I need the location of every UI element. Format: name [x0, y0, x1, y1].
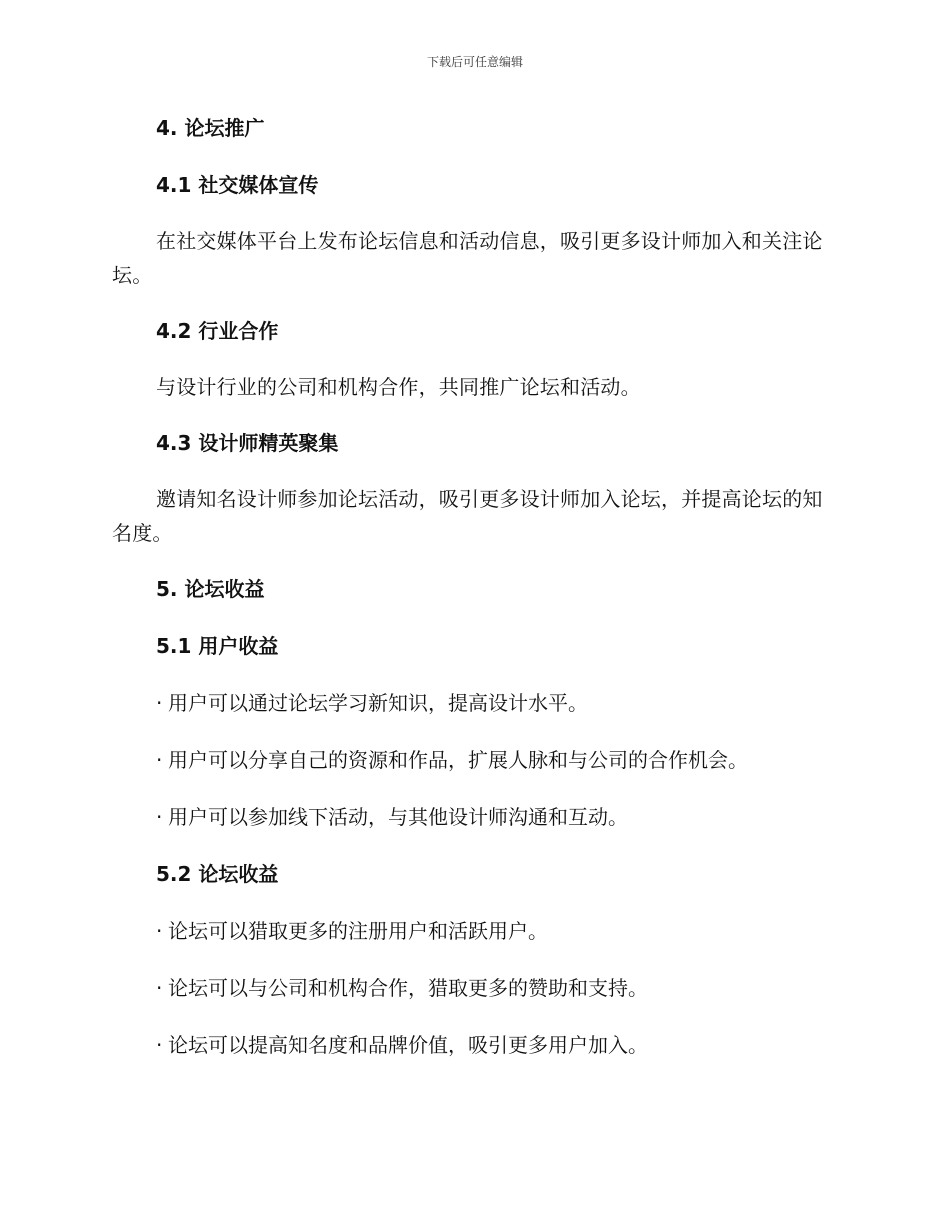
- bullet-mark: ·: [156, 976, 163, 1000]
- section-4-2-heading: 4.2 行业合作: [156, 319, 279, 343]
- list-item-text: 论坛可以提高知名度和品牌价值，吸引更多用户加入。: [168, 1033, 648, 1057]
- list-item-text: 用户可以分享自己的资源和作品，扩展人脉和与公司的合作机会。: [168, 748, 748, 772]
- list-item: [112, 685, 832, 721]
- list-item-text: 论坛可以与公司和机构合作，猎取更多的赞助和支持。: [168, 976, 648, 1000]
- bullet-mark: ·: [156, 748, 163, 772]
- list-item: [112, 970, 832, 1006]
- bullet-mark: ·: [156, 919, 163, 943]
- list-item: [112, 1027, 832, 1063]
- section-4-1-heading: 4.1 社交媒体宣传: [156, 173, 319, 197]
- section-4-3-heading: 4.3 设计师精英聚集: [156, 431, 339, 455]
- section-4-3-paragraph: 邀请知名设计师参加论坛活动，吸引更多设计师加入论坛，并提高论坛的知名度。: [112, 487, 823, 545]
- section-4-heading: 4. 论坛推广: [156, 116, 265, 140]
- list-item-text: 用户可以参加线下活动，与其他设计师沟通和互动。: [168, 805, 628, 829]
- document-body: [112, 110, 832, 1084]
- bullet-mark: ·: [156, 1033, 163, 1057]
- section-4-1-paragraph: 在社交媒体平台上发布论坛信息和活动信息，吸引更多设计师加入和关注论坛。: [112, 229, 823, 287]
- section-5-heading: 5. 论坛收益: [156, 577, 265, 601]
- list-item: [112, 742, 832, 778]
- page-header-note: 下载后可任意编辑: [426, 55, 523, 69]
- list-item: [112, 913, 832, 949]
- bullet-mark: ·: [156, 691, 163, 715]
- list-item: [112, 799, 832, 835]
- section-4-2-paragraph: 与设计行业的公司和机构合作，共同推广论坛和活动。: [156, 375, 641, 399]
- section-5-1-heading: 5.1 用户收益: [156, 634, 279, 658]
- list-item-text: 用户可以通过论坛学习新知识，提高设计水平。: [168, 691, 588, 715]
- section-5-2-heading: 5.2 论坛收益: [156, 862, 279, 886]
- list-item-text: 论坛可以猎取更多的注册用户和活跃用户。: [168, 919, 548, 943]
- bullet-mark: ·: [156, 805, 163, 829]
